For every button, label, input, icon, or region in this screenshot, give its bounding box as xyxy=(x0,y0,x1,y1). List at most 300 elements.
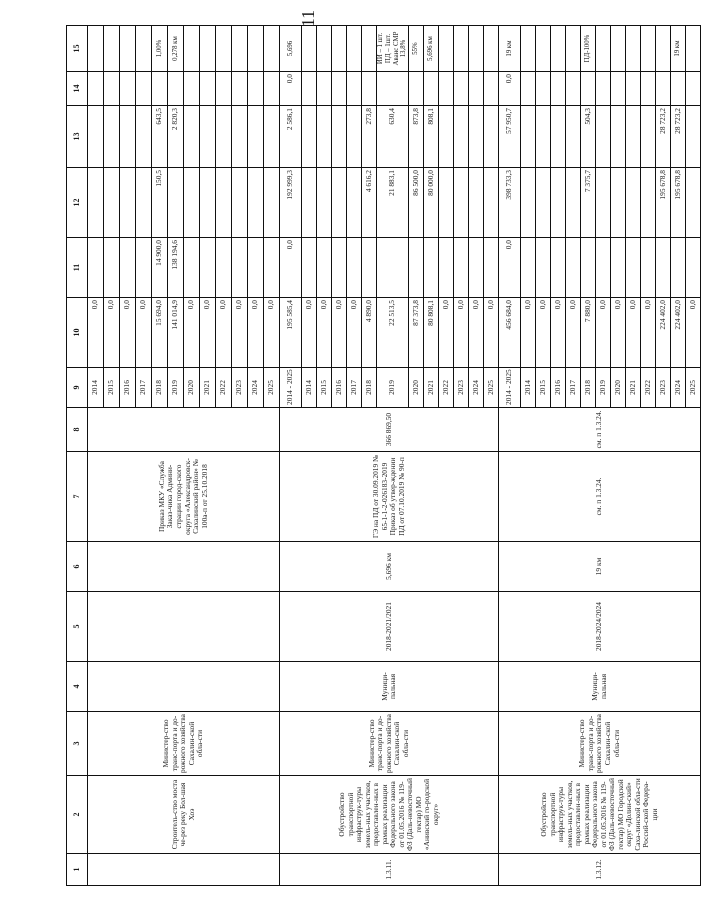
regional-cell xyxy=(686,168,701,238)
cost-cell xyxy=(88,408,280,452)
year-cell: 2017 xyxy=(347,368,362,408)
result-cell xyxy=(611,26,626,72)
local-cell xyxy=(302,106,317,168)
other-cell xyxy=(656,72,671,106)
year-cell: 2024 xyxy=(671,368,686,408)
customer-cell: Министер-ство транс-порта и до-рожного хозяйства Сахалин-ской обла-сти xyxy=(88,712,280,776)
total-cell: 0,0 xyxy=(184,298,200,368)
regional-cell xyxy=(521,168,536,238)
federal-cell xyxy=(439,238,454,298)
total-cell: 0,0 xyxy=(626,298,641,368)
regional-cell: 21 883,1 xyxy=(377,168,409,238)
local-cell xyxy=(347,106,362,168)
local-cell xyxy=(248,106,264,168)
other-cell xyxy=(686,72,701,106)
total-cell: 141 014,9 xyxy=(168,298,184,368)
total-cell: 0,0 xyxy=(611,298,626,368)
total-cell: 0,0 xyxy=(596,298,611,368)
local-cell xyxy=(120,106,136,168)
regional-cell xyxy=(332,168,347,238)
year-cell: 2017 xyxy=(566,368,581,408)
document-cell: Приказ МКУ «Служба Заказ-чика Админи-страции город-ского округа «Александровск-Сахалинский район» № 100а-п от 25.10.2018 xyxy=(88,452,280,542)
total-cell: 0,0 xyxy=(347,298,362,368)
total-cell: 456 684,0 xyxy=(499,298,521,368)
federal-cell: 0,0 xyxy=(280,238,302,298)
other-cell xyxy=(484,72,499,106)
other-cell xyxy=(88,72,104,106)
regional-cell xyxy=(264,168,280,238)
federal-cell xyxy=(317,238,332,298)
year-cell: 2016 xyxy=(332,368,347,408)
year-cell: 2014 xyxy=(88,368,104,408)
total-cell: 7 880,0 xyxy=(581,298,596,368)
regional-cell xyxy=(184,168,200,238)
year-cell: 2014 - 2025 xyxy=(280,368,302,408)
total-cell: 0,0 xyxy=(439,298,454,368)
local-cell xyxy=(184,106,200,168)
number-cell: 1.3.11. xyxy=(280,854,499,886)
object-name-cell: Строитель-ство моста че-рез реку Бол-шая Хоэ xyxy=(88,776,280,854)
other-cell xyxy=(551,72,566,106)
other-cell xyxy=(168,72,184,106)
other-cell xyxy=(317,72,332,106)
other-cell xyxy=(332,72,347,106)
cost-cell: 366 869,50 xyxy=(280,408,499,452)
federal-cell xyxy=(362,238,377,298)
regional-cell: 4 616,2 xyxy=(362,168,377,238)
year-cell: 2019 xyxy=(377,368,409,408)
local-cell xyxy=(469,106,484,168)
year-cell: 2025 xyxy=(484,368,499,408)
other-cell xyxy=(454,72,469,106)
local-cell: 808,1 xyxy=(424,106,439,168)
object-name-cell: Обустройство транспортной инфраструк-туры земель-ных участков, предоставлен-ных в рамках реализации Федерального закона от 01.05.2016 № 119-ФЗ (Даль-невосточный гектар) МО Городской округ «Долин-ский» Саха-линской обла-сти Россий-ской Федера-ции xyxy=(499,776,701,854)
local-cell xyxy=(88,106,104,168)
result-cell xyxy=(469,26,484,72)
document-cell: см. п 1.3.24. xyxy=(499,452,701,542)
year-cell: 2020 xyxy=(611,368,626,408)
federal-cell xyxy=(409,238,424,298)
regional-cell xyxy=(641,168,656,238)
result-cell xyxy=(656,26,671,72)
other-cell: 0,0 xyxy=(280,72,302,106)
result-cell xyxy=(136,26,152,72)
col-header: 13 xyxy=(67,106,88,168)
year-cell: 2016 xyxy=(120,368,136,408)
col-header: 3 xyxy=(67,712,88,776)
result-cell xyxy=(686,26,701,72)
total-cell: 0,0 xyxy=(248,298,264,368)
local-cell xyxy=(536,106,551,168)
other-cell xyxy=(409,72,424,106)
year-cell: 2015 xyxy=(317,368,332,408)
program-table xyxy=(66,25,701,886)
federal-cell xyxy=(136,238,152,298)
federal-cell xyxy=(104,238,120,298)
col-header: 11 xyxy=(67,238,88,298)
regional-cell: 398 733,3 xyxy=(499,168,521,238)
federal-cell xyxy=(264,238,280,298)
result-cell xyxy=(641,26,656,72)
federal-cell xyxy=(641,238,656,298)
federal-cell xyxy=(302,238,317,298)
federal-cell xyxy=(216,238,232,298)
result-cell: 1,00% xyxy=(152,26,168,72)
result-cell xyxy=(317,26,332,72)
page-number: 11 xyxy=(298,9,319,28)
result-cell xyxy=(264,26,280,72)
regional-cell xyxy=(566,168,581,238)
other-cell xyxy=(120,72,136,106)
regional-cell xyxy=(611,168,626,238)
year-cell: 2025 xyxy=(686,368,701,408)
other-cell xyxy=(377,72,409,106)
year-cell: 2015 xyxy=(536,368,551,408)
local-cell xyxy=(686,106,701,168)
local-cell: 504,3 xyxy=(581,106,596,168)
total-cell: 0,0 xyxy=(641,298,656,368)
total-cell: 4 890,0 xyxy=(362,298,377,368)
regional-cell: 150,5 xyxy=(152,168,168,238)
local-cell: 630,4 xyxy=(377,106,409,168)
total-cell: 0,0 xyxy=(200,298,216,368)
other-cell xyxy=(264,72,280,106)
result-cell xyxy=(88,26,104,72)
regional-cell xyxy=(469,168,484,238)
result-cell xyxy=(200,26,216,72)
other-cell xyxy=(104,72,120,106)
result-cell xyxy=(248,26,264,72)
year-cell: 2018 xyxy=(581,368,596,408)
regional-cell xyxy=(88,168,104,238)
year-cell: 2024 xyxy=(469,368,484,408)
result-cell xyxy=(347,26,362,72)
regional-cell: 86 500,0 xyxy=(409,168,424,238)
regional-cell xyxy=(104,168,120,238)
total-cell: 0,0 xyxy=(232,298,248,368)
col-header: 15 xyxy=(67,26,88,72)
result-cell xyxy=(439,26,454,72)
regional-cell xyxy=(168,168,184,238)
other-cell: 0,0 xyxy=(499,72,521,106)
federal-cell xyxy=(626,238,641,298)
result-cell xyxy=(184,26,200,72)
result-cell: 0,278 км xyxy=(168,26,184,72)
col-header: 12 xyxy=(67,168,88,238)
year-cell: 2018 xyxy=(152,368,168,408)
other-cell xyxy=(596,72,611,106)
local-cell xyxy=(136,106,152,168)
local-cell xyxy=(439,106,454,168)
capacity-cell: 19 км xyxy=(499,542,701,592)
regional-cell xyxy=(216,168,232,238)
other-cell xyxy=(302,72,317,106)
local-cell: 2 820,3 xyxy=(168,106,184,168)
total-cell: 0,0 xyxy=(104,298,120,368)
col-header: 7 xyxy=(67,452,88,542)
regional-cell xyxy=(232,168,248,238)
local-cell: 28 723,2 xyxy=(671,106,686,168)
federal-cell: 138 194,6 xyxy=(168,238,184,298)
other-cell xyxy=(439,72,454,106)
local-cell xyxy=(104,106,120,168)
year-cell: 2020 xyxy=(409,368,424,408)
federal-cell xyxy=(232,238,248,298)
regional-cell xyxy=(302,168,317,238)
federal-cell xyxy=(332,238,347,298)
customer-cell: Министер-ство транс-порта и до-рожного хозяйства Сахалин-ской обла-сти xyxy=(280,712,499,776)
local-cell xyxy=(551,106,566,168)
regional-cell xyxy=(439,168,454,238)
year-cell: 2020 xyxy=(184,368,200,408)
ownership-cell: Муници-пальная xyxy=(280,662,499,712)
regional-cell xyxy=(136,168,152,238)
result-cell xyxy=(536,26,551,72)
col-header: 5 xyxy=(67,592,88,662)
result-cell xyxy=(302,26,317,72)
document-cell: ГЭ на ПД от 30.09.2019 № 65-1-1-2-026183-2019 Приказ об утвер-ждении ПД от 07.10.2019 № 90-п xyxy=(280,452,499,542)
year-cell: 2023 xyxy=(454,368,469,408)
local-cell xyxy=(596,106,611,168)
col-header: 6 xyxy=(67,542,88,592)
col-header: 10 xyxy=(67,298,88,368)
local-cell xyxy=(566,106,581,168)
total-cell: 0,0 xyxy=(216,298,232,368)
other-cell xyxy=(136,72,152,106)
total-cell: 0,0 xyxy=(332,298,347,368)
result-cell: 19 км xyxy=(671,26,686,72)
year-cell: 2023 xyxy=(232,368,248,408)
year-cell: 2021 xyxy=(200,368,216,408)
total-cell: 224 402,0 xyxy=(671,298,686,368)
local-cell xyxy=(216,106,232,168)
federal-cell xyxy=(248,238,264,298)
other-cell xyxy=(566,72,581,106)
result-cell xyxy=(232,26,248,72)
year-cell: 2014 - 2025 xyxy=(499,368,521,408)
other-cell xyxy=(469,72,484,106)
col-header: 8 xyxy=(67,408,88,452)
result-cell: ПД-100% xyxy=(581,26,596,72)
result-cell xyxy=(454,26,469,72)
federal-cell xyxy=(566,238,581,298)
year-cell: 2022 xyxy=(216,368,232,408)
column-number-row xyxy=(67,26,88,886)
total-cell: 224 402,0 xyxy=(656,298,671,368)
total-cell: 0,0 xyxy=(469,298,484,368)
ownership-cell xyxy=(88,662,280,712)
regional-cell: 195 678,8 xyxy=(671,168,686,238)
result-cell xyxy=(216,26,232,72)
federal-cell xyxy=(484,238,499,298)
number-cell xyxy=(88,854,280,886)
result-cell xyxy=(362,26,377,72)
federal-cell xyxy=(596,238,611,298)
local-cell: 643,5 xyxy=(152,106,168,168)
federal-cell: 14 900,0 xyxy=(152,238,168,298)
result-cell: ИИ – 1 шт. ПД – 1шт. Аванс СМР 13,8% xyxy=(377,26,409,72)
other-cell xyxy=(581,72,596,106)
total-cell: 0,0 xyxy=(686,298,701,368)
other-cell xyxy=(232,72,248,106)
object-name-cell: Обустройство транспортной инфраструк-туры земель-ных участков, предоставлен-ных в рамках реализации Федерального закона от 01.05.2016 № 119-ФЗ (Даль-невосточный гектар) МО «Анивский го-родской округ» xyxy=(280,776,499,854)
capacity-cell xyxy=(88,542,280,592)
local-cell xyxy=(332,106,347,168)
local-cell: 57 950,7 xyxy=(499,106,521,168)
other-cell xyxy=(248,72,264,106)
local-cell xyxy=(454,106,469,168)
total-cell: 0,0 xyxy=(536,298,551,368)
col-header: 9 xyxy=(67,368,88,408)
year-cell: 2019 xyxy=(596,368,611,408)
total-cell: 195 585,4 xyxy=(280,298,302,368)
local-cell xyxy=(626,106,641,168)
total-cell: 0,0 xyxy=(521,298,536,368)
result-cell xyxy=(551,26,566,72)
regional-cell xyxy=(626,168,641,238)
regional-cell xyxy=(120,168,136,238)
local-cell xyxy=(641,106,656,168)
total-cell: 0,0 xyxy=(317,298,332,368)
result-cell xyxy=(120,26,136,72)
other-cell xyxy=(536,72,551,106)
result-cell xyxy=(104,26,120,72)
local-cell xyxy=(611,106,626,168)
year-cell: 2014 xyxy=(521,368,536,408)
regional-cell xyxy=(484,168,499,238)
year-cell: 2014 xyxy=(302,368,317,408)
cost-cell: см. п 1.3.24. xyxy=(499,408,701,452)
other-cell xyxy=(200,72,216,106)
year-cell: 2023 xyxy=(656,368,671,408)
other-cell xyxy=(641,72,656,106)
total-cell: 0,0 xyxy=(454,298,469,368)
regional-cell xyxy=(248,168,264,238)
total-cell: 0,0 xyxy=(302,298,317,368)
rotated-table-page xyxy=(66,26,697,886)
table-row xyxy=(499,26,521,886)
period-cell: 2018-2021/2021 xyxy=(280,592,499,662)
other-cell xyxy=(424,72,439,106)
result-cell xyxy=(566,26,581,72)
capacity-cell: 5,696 км xyxy=(280,542,499,592)
federal-cell xyxy=(454,238,469,298)
local-cell xyxy=(232,106,248,168)
total-cell: 0,0 xyxy=(566,298,581,368)
total-cell: 87 373,8 xyxy=(409,298,424,368)
result-cell xyxy=(521,26,536,72)
federal-cell xyxy=(88,238,104,298)
local-cell xyxy=(264,106,280,168)
other-cell xyxy=(521,72,536,106)
federal-cell xyxy=(424,238,439,298)
year-cell: 2018 xyxy=(362,368,377,408)
total-cell: 0,0 xyxy=(88,298,104,368)
regional-cell xyxy=(317,168,332,238)
other-cell xyxy=(347,72,362,106)
federal-cell xyxy=(200,238,216,298)
year-cell: 2021 xyxy=(626,368,641,408)
other-cell xyxy=(611,72,626,106)
local-cell xyxy=(521,106,536,168)
ownership-cell: Муници-пальная xyxy=(499,662,701,712)
regional-cell xyxy=(536,168,551,238)
year-cell: 2021 xyxy=(424,368,439,408)
period-cell: 2018-2024/2024 xyxy=(499,592,701,662)
result-cell xyxy=(484,26,499,72)
regional-cell: 80 000,0 xyxy=(424,168,439,238)
year-cell: 2017 xyxy=(136,368,152,408)
total-cell: 0,0 xyxy=(264,298,280,368)
regional-cell xyxy=(347,168,362,238)
federal-cell xyxy=(120,238,136,298)
result-cell: 5,696 км xyxy=(424,26,439,72)
other-cell xyxy=(216,72,232,106)
other-cell xyxy=(626,72,641,106)
regional-cell: 192 999,3 xyxy=(280,168,302,238)
result-cell: 19 км xyxy=(499,26,521,72)
regional-cell xyxy=(596,168,611,238)
number-cell: 1.3.12. xyxy=(499,854,701,886)
result-cell xyxy=(596,26,611,72)
federal-cell xyxy=(551,238,566,298)
year-cell: 2022 xyxy=(439,368,454,408)
federal-cell xyxy=(686,238,701,298)
customer-cell: Министер-ство транс-порта и до-рожного хозяйства Сахалин-ской обла-сти xyxy=(499,712,701,776)
total-cell: 22 513,5 xyxy=(377,298,409,368)
result-cell: 5,696 xyxy=(280,26,302,72)
year-cell: 2015 xyxy=(104,368,120,408)
regional-cell xyxy=(200,168,216,238)
federal-cell xyxy=(521,238,536,298)
regional-cell: 195 678,8 xyxy=(656,168,671,238)
table-row xyxy=(280,26,302,886)
federal-cell xyxy=(347,238,362,298)
result-cell: 55% xyxy=(409,26,424,72)
federal-cell xyxy=(611,238,626,298)
other-cell xyxy=(152,72,168,106)
other-cell xyxy=(671,72,686,106)
federal-cell xyxy=(377,238,409,298)
federal-cell xyxy=(656,238,671,298)
col-header: 14 xyxy=(67,72,88,106)
year-cell: 2025 xyxy=(264,368,280,408)
local-cell: 873,8 xyxy=(409,106,424,168)
total-cell: 80 808,1 xyxy=(424,298,439,368)
local-cell: 2 586,1 xyxy=(280,106,302,168)
federal-cell xyxy=(581,238,596,298)
year-cell: 2019 xyxy=(168,368,184,408)
year-cell: 2016 xyxy=(551,368,566,408)
year-cell: 2024 xyxy=(248,368,264,408)
total-cell: 0,0 xyxy=(484,298,499,368)
table-body xyxy=(88,26,701,886)
federal-cell xyxy=(469,238,484,298)
year-cell: 2022 xyxy=(641,368,656,408)
local-cell: 273,8 xyxy=(362,106,377,168)
result-cell xyxy=(332,26,347,72)
regional-cell: 7 375,7 xyxy=(581,168,596,238)
total-cell: 0,0 xyxy=(551,298,566,368)
col-header: 2 xyxy=(67,776,88,854)
local-cell xyxy=(317,106,332,168)
total-cell: 15 694,0 xyxy=(152,298,168,368)
total-cell: 0,0 xyxy=(120,298,136,368)
federal-cell: 0,0 xyxy=(499,238,521,298)
regional-cell xyxy=(454,168,469,238)
total-cell: 0,0 xyxy=(136,298,152,368)
other-cell xyxy=(184,72,200,106)
